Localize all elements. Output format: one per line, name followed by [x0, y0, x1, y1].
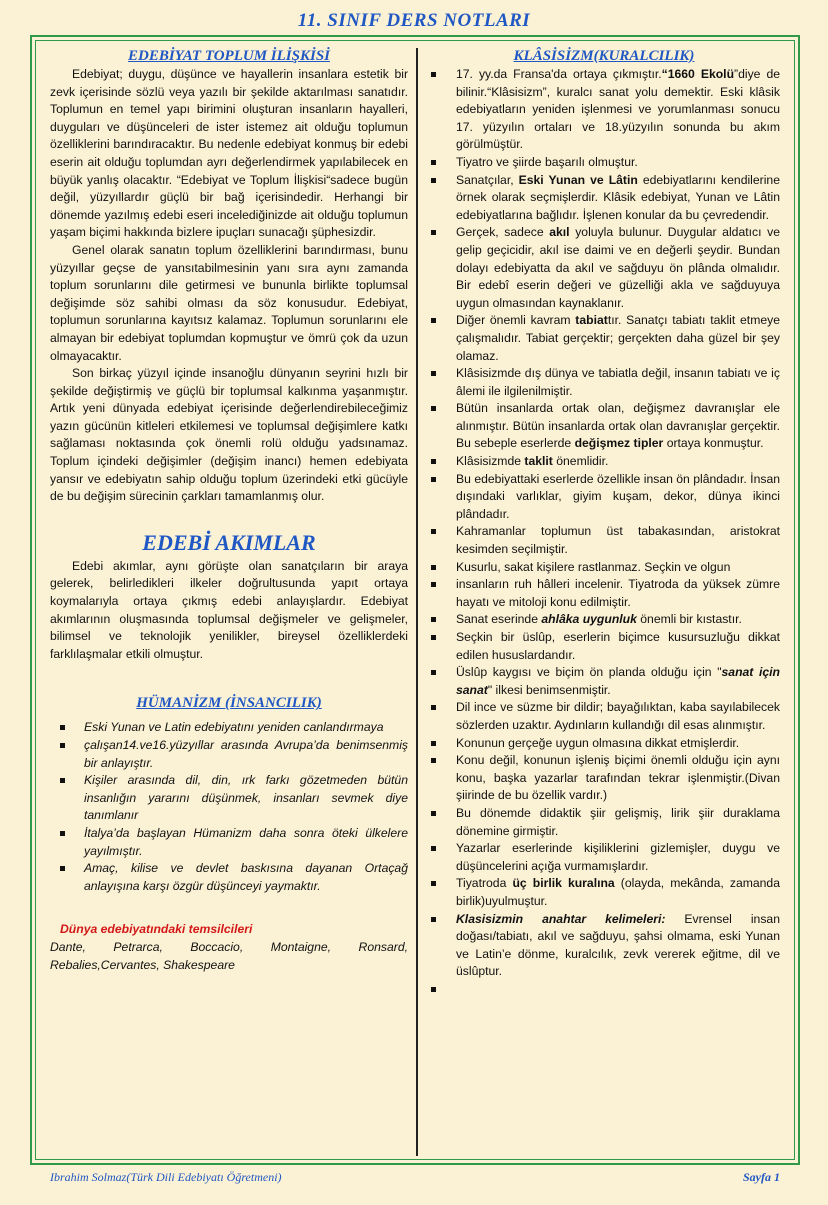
emphasis-text: sanat için sanat	[456, 665, 780, 697]
emphasis-text: üç birlik kuralına	[512, 876, 615, 891]
heading-literary-movements: EDEBİ AKIMLAR	[142, 529, 316, 555]
list-item: Klâsisizmde dış dünya ve tabiatla değil, insanın tabiatı ve iç âlemi ile ilgilenilmiştir.	[428, 365, 780, 400]
paragraph-4: Edebi akımlar, aynı görüşte olan sanatçıların bir araya gelerek, belirledikleri ilkeler doğrultusunda yapıt ortaya koymalarıyla ortaya çıkmış edebi anlayışlardır. Edebiyat akımlarının oluşmasında toplumsal değişmeler ve gelişmeler, bilimsel ve teknolojik yenilikler, bireysel özelliklerdeki farklılaşmalar etkili olmuştur.	[50, 558, 408, 661]
list-item: Tiyatro ve şiirde başarılı olmuştur.	[428, 154, 780, 172]
list-item: çalışan14.ve16.yüzyıllar arasında Avrupa’da benimsenmiş bir anlayıştır.	[50, 737, 408, 772]
heading-humanism: HÜMANİZM (İNSANCILIK)	[136, 695, 322, 712]
list-item: Seçkin bir üslûp, eserlerin biçimce kusursuzluğu dikkat edilen hususlardandır.	[428, 629, 780, 664]
list-item: Bu dönemde didaktik şiir gelişmiş, lirik şiir duraklama dönemine girmiştir.	[428, 805, 780, 840]
list-item: Gerçek, sadece akıl yoluyla bulunur. Duygular aldatıcı ve gelip geçicidir, akıl ise daimi ve en değerli şeydir. Bundan dolayı edebiyatta da akıl ve sağduyu ön plânda olmalıdır. Bir edebî eserin değeri ve güzelliği akla ve sağduyuya uygun olmasından kaynaklanır.	[428, 224, 780, 312]
list-item: Yazarlar eserlerinde kişiliklerini gizlemişler, duygu ve düşüncelerini açığa vurmamışlardır.	[428, 840, 780, 875]
list-item: Üslûp kaygısı ve biçim ön planda olduğu için "sanat için sanat" ilkesi benimsenmiştir.	[428, 664, 780, 699]
list-item: insanların ruh hâlleri incelenir. Tiyatroda da yüksek zümre hayatı ve mitoloji konu edilmiştir.	[428, 576, 780, 611]
emphasis-text: ahlâka uygunluk	[541, 612, 637, 627]
left-column	[50, 46, 408, 974]
list-item: İtalya’da başlayan Hümanizm daha sonra öteki ülkelere yayılmıştır.	[50, 825, 408, 860]
list-item: Konunun gerçeğe uygun olmasına dikkat etmişlerdir.	[428, 735, 780, 753]
emphasis-text: tabiat	[575, 313, 608, 328]
emphasis-text: akıl	[549, 225, 570, 240]
paragraph-2: Genel olarak sanatın toplum özelliklerini barındırması, bunu yüzyıllar geçse de yansıtabilmesinin yanı sıra aynı zamanda toplum sorunlarını dile getirmesi ve bununla birlikte toplumsal değişimde söz sahibi olması da söz konusudur. Edebiyat, toplumun sorunlarına kayıtsız kalamaz. Toplumun sorunlarını ele almayan bir edebiyat toplumdan kopmuştur ve ömrü çok da uzun olmayacaktır.	[50, 242, 408, 363]
emphasis-text: taklit	[524, 454, 553, 469]
column-divider	[416, 48, 418, 1156]
representatives-heading: Dünya edebiyatındaki temsilcileri	[60, 922, 253, 937]
representatives-list: Dante, Petrarca, Boccacio, Montaigne, Ronsard, Rebalies,Cervantes, Shakespeare	[50, 939, 408, 972]
list-item: Bütün insanlarda ortak olan, değişmez davranışlar ele alınmıştır. Bütün insanlarda ortak olan davranışlar gerçektir. Bu sebeple eserlerde değişmez tipler ortaya konmuştur.	[428, 400, 780, 453]
list-item: Bu edebiyattaki eserlerde özellikle insan ön plândadır. İnsan dışındaki varlıklar, giyim kuşam, dekor, dünya ikinci plândadır.	[428, 471, 780, 524]
emphasis-text: “1660 Ekolü	[661, 67, 735, 81]
page-title: 11. SINIF DERS NOTLARI	[297, 10, 531, 31]
emphasis-text: Klasisizmin anahtar kelimeleri:	[456, 911, 666, 926]
list-item: Konu değil, konunun işleniş biçimi önemli olduğu için aynı konu, başka yazarlar tarafından tekrar işlenmiştir.(Divan şiirinde de bu özellik vardır.)	[428, 752, 780, 805]
list-item: Kusurlu, sakat kişilere rastlanmaz. Seçkin ve olgun	[428, 559, 780, 577]
heading-literature-society: EDEBİYAT TOPLUM İLİŞKİSİ	[128, 48, 330, 64]
list-item: Eski Yunan ve Latin edebiyatını yeniden canlandırmaya	[50, 719, 408, 737]
humanism-list	[50, 719, 408, 895]
list-item: 17. yy.da Fransa'da ortaya çıkmıştır.“1660 Ekolü”diye de bilinir.“Klâsisizm”, kuralcı sanat yolu demektir. Eski klâsik edebiyatların yeniden işlenmesi ve yorumlanması sonucu 17. yüzyılın ortaları ve 18.yüzyılın sonunda bu akım görülmüştür.	[428, 66, 780, 154]
emphasis-text: değişmez tipler	[574, 436, 664, 451]
paragraph-3: Son birkaç yüzyıl içinde insanoğlu dünyanın seyrini hızlı bir şekilde değiştirmiş ve güçlü bir toplumsal kalkınma yaşanmıştır. Artık yeni dünyada edebiyat içerisinde değerlendirebileceğimiz yazın gücünün kitleleri etkilemesi ve toplumsal değişimlere katkı sağlaması noktasında çok önemli rolü olduğu yadsınamaz. Toplum içindeki değişimler (değişim inancı) hemen edebiyata yansır ve edebiyatın sahip olduğu toplum üzerindeki etki gücüyle de bu değişim sürecinin çarkları tamamlanmış olur.	[50, 366, 408, 504]
right-column	[428, 46, 780, 998]
emphasis-text: Eski Yunan ve Lâtin	[518, 172, 638, 187]
list-item: Tiyatroda üç birlik kuralına (olayda, mekânda, zamanda birlik)uyulmuştur.	[428, 875, 780, 910]
heading-classicism: KLÂSİSİZM(KURALCILIK)	[513, 48, 695, 64]
list-item: Dil ince ve süzme bir dildir; bayağılıktan, kaba sayılabilecek sözlerden uzaktır. Aydınların kullandığı dil esas alınmıştır.	[428, 699, 780, 734]
list-item: Kişiler arasında dil, din, ırk farkı gözetmeden bütün insanlığın yararını düşünmek, insanları sevmek diye tanımlanır	[50, 772, 408, 825]
list-item: Klâsisizmde taklit önemlidir.	[428, 453, 780, 471]
list-item	[428, 981, 780, 999]
footer-author: Ibrahim Solmaz(Türk Dili Edebiyatı Öğretmeni)	[50, 1170, 282, 1184]
list-item: Kahramanlar toplumun üst tabakasından, aristokrat kesimden seçilmiştir.	[428, 523, 780, 558]
list-item: Sanat eserinde ahlâka uygunluk önemli bir kıstastır.	[428, 611, 780, 629]
paragraph-1: Edebiyat; duygu, düşünce ve hayallerin insanlara estetik bir zevk içerisinde sözlü veya yazılı bir şekilde aktarılması sanatıdır. Toplumun en temel yapı birimini oluşturan insanların hayalleri, duyguları ve düşünceleri de ister istemez ait olduğu toplumun özelliklerini barındıracaktır. Bu nedenle edebiyat konmuş bir edebi eserin ait olduğu toplumdan ayrı değerlendirmek yapılabilecek en büyük yanlış olacaktır. “Edebiyat ve Toplum İlişkisi“sadece bugün değil, yüzyıllardır güçlü bir bağ içerisindedir. Herhangi bir dönemde yazılmış edebi eseri incelediğinizde ait olduğu toplumun yaşam biçimi hakkında bizlere ipuçları sunacağı şüphesizdir.	[50, 67, 408, 240]
list-item: Amaç, kilise ve devlet baskısına dayanan Ortaçağ anlayışına karşı özgür düşünceyi yaymaktır.	[50, 860, 408, 895]
list-item: Klasisizmin anahtar kelimeleri: Evrensel insan doğası/tabiatı, akıl ve sağduyu, şahsi olmama, eski Yunan ve Latin’e dönme, kuralcılık, zevk vererek eğitme, dil ve üslûptur.	[428, 911, 780, 981]
list-item: Diğer önemli kavram tabiattır. Sanatçı tabiatı taklit etmeye çalışmalıdır. Tabiat gerçektir; gerçekten daha güzel bir şey olamaz.	[428, 312, 780, 365]
footer-page-number: Sayfa 1	[743, 1170, 780, 1184]
list-item: Sanatçılar, Eski Yunan ve Lâtin edebiyatlarını kendilerine örnek olarak seçmişlerdir. Klâsik edebiyat, Yunan ve Lâtin edebiyatlarına bağlıdır. İşlenen konular da bu çevredendir.	[428, 172, 780, 225]
classicism-list	[428, 66, 780, 998]
